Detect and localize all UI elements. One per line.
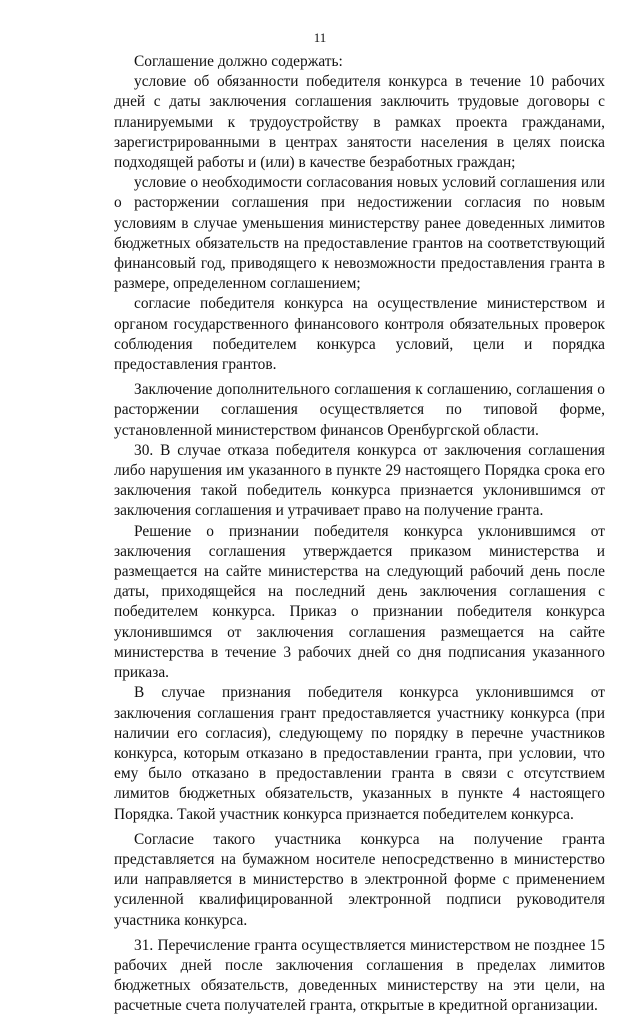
page-number: 11	[313, 30, 327, 45]
paragraph-inspection-consent: согласие победителя конкурса на осуществление министерством и органом государственного финансового контроля обязательных проверок соблюдения победителем конкурса условий, цели и порядка предоставления грантов.	[114, 295, 605, 374]
paragraph-evasion-decision: Решение о признании победителя конкурса уклонившимся от заключения соглашения утверждается приказом министерства и размещается на сайте министерства на следующий рабочий день после даты, приходящейся на последний день заключения соглашения с победителем конкурса. Приказ о признании победителя конкурса уклонившимся от заключения соглашения размещается на сайте министерства в течение 3 рабочих дней со дня подписания указанного приказа.	[114, 522, 605, 682]
paragraph-agreement-contents: Соглашение должно содержать:	[134, 53, 343, 70]
document-body	[114, 52, 605, 1017]
paragraph-participant-consent: Согласие такого участника конкурса на получение гранта представляется на бумажном носителе непосредственно в министерство или направляется в министерство в электронной форме с применением усиленной квалифицированной электронной подписи руководителя участника конкурса.	[114, 830, 605, 929]
paragraph-next-participant: В случае признания победителя конкурса уклонившимся от заключения соглашения грант предоставляется участнику конкурса (при наличии его согласия), следующему по порядку в перечне участников конкурса, которым отказано в предоставлении гранта, при условии, что ему было отказано в предоставлении гранта в связи с отсутствием лимитов бюджетных обязательств, указанных в пункте 4 настоящего Порядка. Такой участник конкурса признается победителем конкурса.	[114, 684, 605, 823]
paragraph-clause-30: 30. В случае отказа победителя конкурса от заключения соглашения либо нарушения им указанного в пункте 29 настоящего Порядка срока его заключения такой победитель конкурса признается уклонившимся от заключения соглашения и утрачивает право на получение гранта.	[114, 441, 605, 520]
paragraph-employment-condition: условие об обязанности победителя конкурса в течение 10 рабочих дней с даты заключения соглашения заключить трудовые договоры с планируемыми к трудоустройству в рамках проекта гражданами, зарегистрированными в центрах занятости населения в целях поиска подходящей работы и (или) в качестве безработных граждан;	[114, 73, 605, 172]
paragraph-new-conditions: условие о необходимости согласования новых условий соглашения или о расторжении соглашения при недостижении согласия по новым условиям в случае уменьшения министерству ранее доведенных лимитов бюджетных обязательств на предоставление грантов на соответствующий финансовый год, приводящего к невозможности предоставления гранта в размере, определенном соглашением;	[114, 174, 605, 293]
paragraph-clause-31: 31. Перечисление гранта осуществляется министерством не позднее 15 рабочих дней после заключения соглашения в пределах лимитов бюджетных обязательств, доведенных министерству на эти цели, на расчетные счета получателей гранта, открытые в кредитной организации.	[114, 936, 605, 1015]
paragraph-additional-agreement: Заключение дополнительного соглашения к соглашению, соглашения о расторжении соглашения осуществляется по типовой форме, установленной министерством финансов Оренбургской области.	[114, 381, 605, 439]
